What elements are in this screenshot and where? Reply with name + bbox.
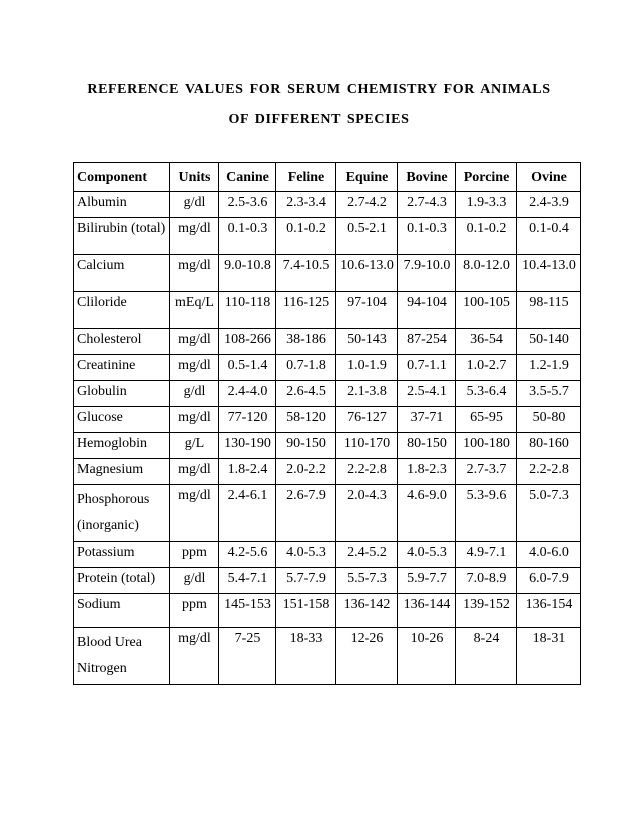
cell-porcine: 1.0-2.7	[456, 355, 517, 381]
cell-units: mg/dl	[170, 329, 219, 355]
cell-canine: 7-25	[219, 628, 276, 685]
cell-units: mg/dl	[170, 407, 219, 433]
cell-feline: 2.0-2.2	[276, 459, 336, 485]
column-header-units: Units	[170, 163, 219, 192]
cell-component: Potassium	[74, 542, 170, 568]
table-row	[74, 433, 581, 459]
cell-feline: 18-33	[276, 628, 336, 685]
cell-porcine: 100-180	[456, 433, 517, 459]
cell-equine: 5.5-7.3	[336, 568, 398, 594]
cell-bovine: 94-104	[398, 292, 456, 329]
cell-component: Creatinine	[74, 355, 170, 381]
cell-canine: 77-120	[219, 407, 276, 433]
cell-bovine: 4.6-9.0	[398, 485, 456, 542]
cell-units: g/dl	[170, 568, 219, 594]
table-row	[74, 329, 581, 355]
cell-ovine: 50-140	[517, 329, 581, 355]
cell-units: mEq/L	[170, 292, 219, 329]
cell-ovine: 1.2-1.9	[517, 355, 581, 381]
table-row	[74, 292, 581, 329]
cell-ovine: 80-160	[517, 433, 581, 459]
cell-component: Protein (total)	[74, 568, 170, 594]
cell-feline: 2.6-7.9	[276, 485, 336, 542]
cell-equine: 1.0-1.9	[336, 355, 398, 381]
table-row	[74, 355, 581, 381]
table-row	[74, 255, 581, 292]
cell-canine: 4.2-5.6	[219, 542, 276, 568]
table-row	[74, 485, 581, 542]
cell-units: mg/dl	[170, 218, 219, 255]
cell-ovine: 5.0-7.3	[517, 485, 581, 542]
cell-bovine: 7.9-10.0	[398, 255, 456, 292]
cell-porcine: 1.9-3.3	[456, 192, 517, 218]
table-row	[74, 568, 581, 594]
cell-units: g/dl	[170, 381, 219, 407]
cell-component: Cholesterol	[74, 329, 170, 355]
cell-porcine: 4.9-7.1	[456, 542, 517, 568]
cell-feline: 38-186	[276, 329, 336, 355]
cell-equine: 2.1-3.8	[336, 381, 398, 407]
cell-ovine: 136-154	[517, 594, 581, 628]
page-subtitle: OF DIFFERENT SPECIES	[228, 112, 410, 127]
column-header-ovine: Ovine	[517, 163, 581, 192]
cell-component: Globulin	[74, 381, 170, 407]
cell-canine: 108-266	[219, 329, 276, 355]
cell-feline: 151-158	[276, 594, 336, 628]
cell-equine: 136-142	[336, 594, 398, 628]
cell-units: mg/dl	[170, 459, 219, 485]
cell-porcine: 8-24	[456, 628, 517, 685]
cell-ovine: 10.4-13.0	[517, 255, 581, 292]
cell-bovine: 5.9-7.7	[398, 568, 456, 594]
cell-bovine: 10-26	[398, 628, 456, 685]
cell-equine: 2.0-4.3	[336, 485, 398, 542]
table-row	[74, 459, 581, 485]
cell-component: Magnesium	[74, 459, 170, 485]
cell-component: Albumin	[74, 192, 170, 218]
cell-porcine: 5.3-9.6	[456, 485, 517, 542]
cell-porcine: 139-152	[456, 594, 517, 628]
cell-bovine: 136-144	[398, 594, 456, 628]
table-body	[74, 192, 581, 685]
cell-feline: 4.0-5.3	[276, 542, 336, 568]
cell-units: mg/dl	[170, 485, 219, 542]
cell-component: Cliloride	[74, 292, 170, 329]
cell-ovine: 50-80	[517, 407, 581, 433]
table-row	[74, 381, 581, 407]
cell-bovine: 0.7-1.1	[398, 355, 456, 381]
cell-bovine: 2.7-4.3	[398, 192, 456, 218]
column-header-component: Component	[74, 163, 170, 192]
table-row	[74, 594, 581, 628]
cell-ovine: 2.2-2.8	[517, 459, 581, 485]
cell-equine: 0.5-2.1	[336, 218, 398, 255]
cell-equine: 2.7-4.2	[336, 192, 398, 218]
cell-bovine: 87-254	[398, 329, 456, 355]
cell-feline: 2.6-4.5	[276, 381, 336, 407]
column-header-feline: Feline	[276, 163, 336, 192]
cell-canine: 1.8-2.4	[219, 459, 276, 485]
cell-bovine: 2.5-4.1	[398, 381, 456, 407]
cell-component: Bilirubin (total)	[74, 218, 170, 255]
cell-ovine: 4.0-6.0	[517, 542, 581, 568]
table-row	[74, 218, 581, 255]
cell-equine: 76-127	[336, 407, 398, 433]
cell-component: Blood Urea Nitrogen	[74, 628, 170, 685]
cell-units: mg/dl	[170, 355, 219, 381]
cell-feline: 90-150	[276, 433, 336, 459]
cell-equine: 12-26	[336, 628, 398, 685]
cell-bovine: 0.1-0.3	[398, 218, 456, 255]
table-row	[74, 407, 581, 433]
cell-bovine: 37-71	[398, 407, 456, 433]
cell-units: mg/dl	[170, 255, 219, 292]
cell-feline: 116-125	[276, 292, 336, 329]
cell-units: mg/dl	[170, 628, 219, 685]
cell-equine: 2.4-5.2	[336, 542, 398, 568]
cell-component: Hemoglobin	[74, 433, 170, 459]
cell-porcine: 2.7-3.7	[456, 459, 517, 485]
cell-porcine: 36-54	[456, 329, 517, 355]
cell-feline: 0.1-0.2	[276, 218, 336, 255]
cell-component: Sodium	[74, 594, 170, 628]
cell-units: ppm	[170, 594, 219, 628]
cell-feline: 58-120	[276, 407, 336, 433]
cell-porcine: 7.0-8.9	[456, 568, 517, 594]
cell-equine: 97-104	[336, 292, 398, 329]
cell-equine: 110-170	[336, 433, 398, 459]
table-row	[74, 628, 581, 685]
column-header-porcine: Porcine	[456, 163, 517, 192]
cell-feline: 0.7-1.8	[276, 355, 336, 381]
cell-canine: 0.5-1.4	[219, 355, 276, 381]
column-header-equine: Equine	[336, 163, 398, 192]
cell-component: Phosphorous (inorganic)	[74, 485, 170, 542]
cell-ovine: 0.1-0.4	[517, 218, 581, 255]
cell-bovine: 1.8-2.3	[398, 459, 456, 485]
cell-canine: 2.5-3.6	[219, 192, 276, 218]
cell-bovine: 4.0-5.3	[398, 542, 456, 568]
cell-ovine: 6.0-7.9	[517, 568, 581, 594]
cell-component: Calcium	[74, 255, 170, 292]
cell-canine: 5.4-7.1	[219, 568, 276, 594]
cell-canine: 0.1-0.3	[219, 218, 276, 255]
cell-ovine: 18-31	[517, 628, 581, 685]
cell-porcine: 0.1-0.2	[456, 218, 517, 255]
cell-units: g/L	[170, 433, 219, 459]
cell-feline: 5.7-7.9	[276, 568, 336, 594]
cell-canine: 130-190	[219, 433, 276, 459]
cell-feline: 7.4-10.5	[276, 255, 336, 292]
cell-porcine: 5.3-6.4	[456, 381, 517, 407]
cell-units: ppm	[170, 542, 219, 568]
cell-ovine: 3.5-5.7	[517, 381, 581, 407]
cell-feline: 2.3-3.4	[276, 192, 336, 218]
cell-equine: 50-143	[336, 329, 398, 355]
table-row	[74, 192, 581, 218]
cell-canine: 145-153	[219, 594, 276, 628]
cell-component: Glucose	[74, 407, 170, 433]
cell-equine: 10.6-13.0	[336, 255, 398, 292]
table-header-row	[74, 163, 581, 192]
cell-units: g/dl	[170, 192, 219, 218]
cell-bovine: 80-150	[398, 433, 456, 459]
serum-chemistry-table	[73, 162, 581, 685]
cell-equine: 2.2-2.8	[336, 459, 398, 485]
cell-canine: 9.0-10.8	[219, 255, 276, 292]
cell-canine: 110-118	[219, 292, 276, 329]
cell-porcine: 65-95	[456, 407, 517, 433]
cell-ovine: 98-115	[517, 292, 581, 329]
cell-porcine: 100-105	[456, 292, 517, 329]
column-header-bovine: Bovine	[398, 163, 456, 192]
column-header-canine: Canine	[219, 163, 276, 192]
cell-ovine: 2.4-3.9	[517, 192, 581, 218]
table-row	[74, 542, 581, 568]
cell-canine: 2.4-6.1	[219, 485, 276, 542]
page-title: REFERENCE VALUES FOR SERUM CHEMISTRY FOR ANIMALS	[87, 82, 551, 97]
cell-porcine: 8.0-12.0	[456, 255, 517, 292]
cell-canine: 2.4-4.0	[219, 381, 276, 407]
